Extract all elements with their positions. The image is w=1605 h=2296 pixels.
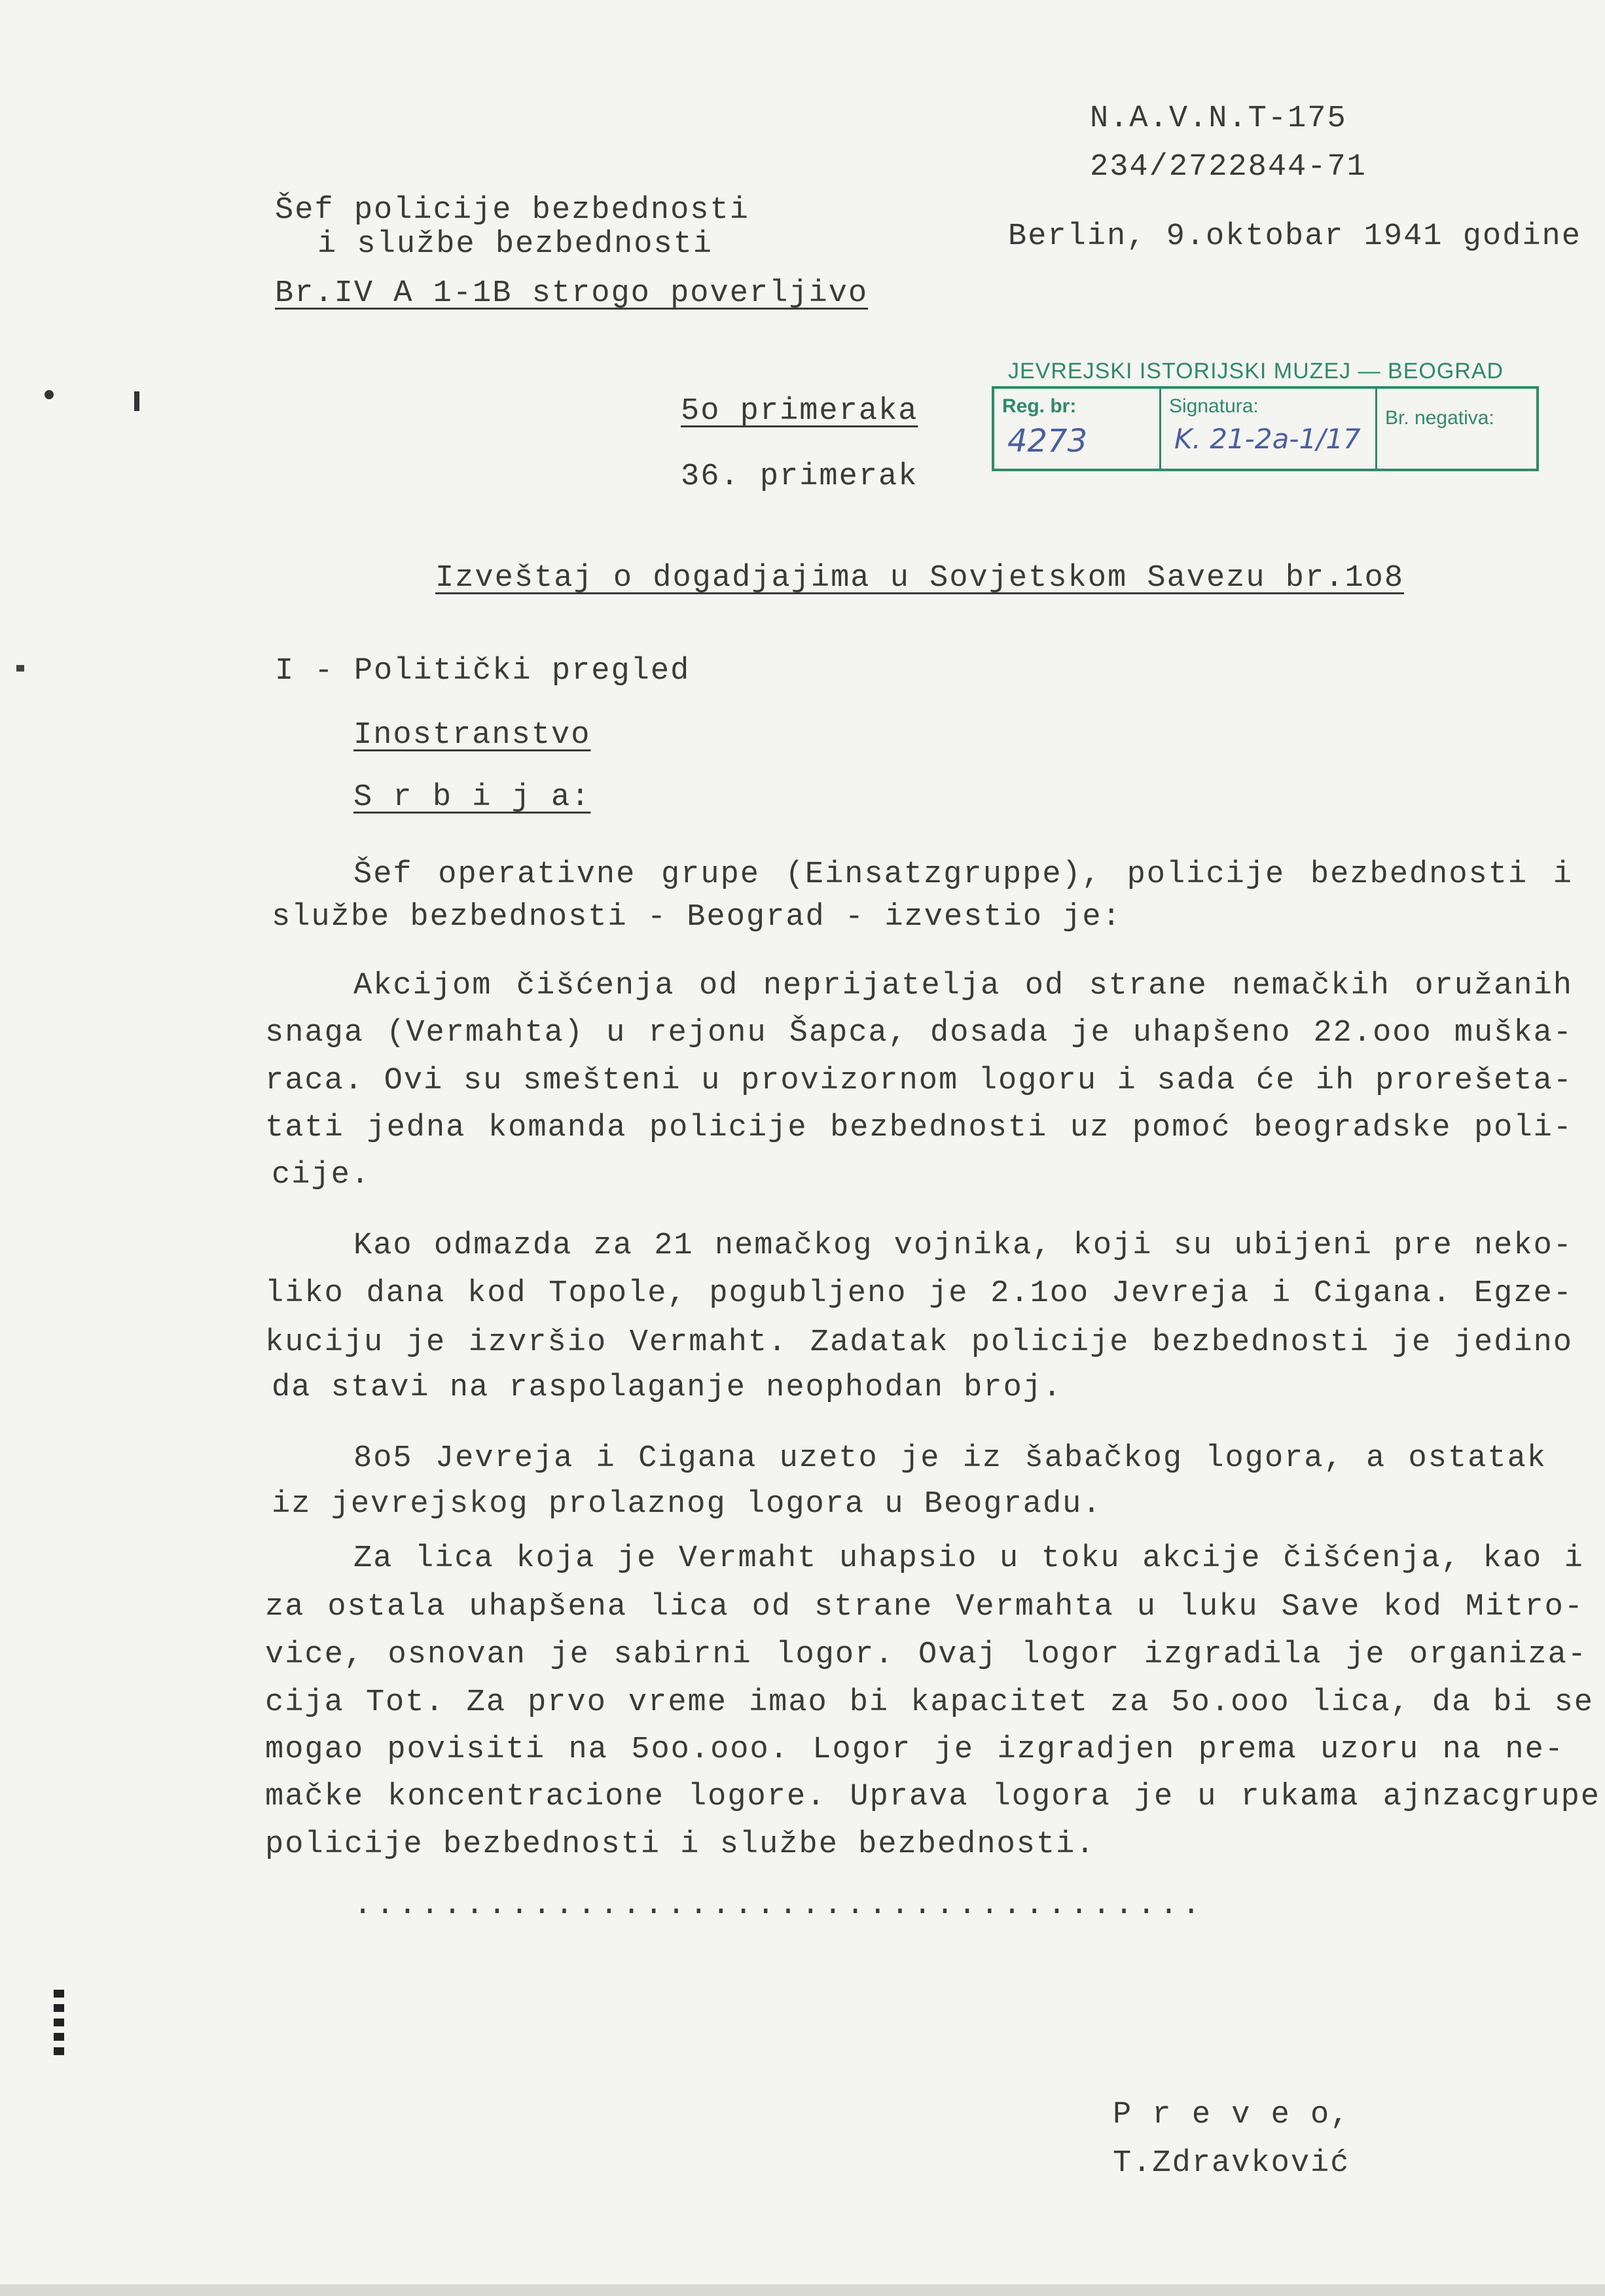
body-line: snaga (Vermahta) u rejonu Šapca, dosada je uhapšeno 22.ooo muška- [265,1016,1573,1050]
body-line: službe bezbednosti - Beograd - izvestio je: [272,900,1122,935]
body-line: Kao odmazda za 21 nemačkog vojnika, koji su ubijeni pre neko- [353,1229,1573,1263]
body-line: za ostala uhapšena lica od strane Vermahta u luku Save kod Mitro- [265,1590,1584,1624]
section-heading-text: I - Politički pregled [275,654,691,689]
sender-line-1: Šef policije bezbednosti [275,193,749,228]
scan-mark [45,390,54,399]
body-line: Šef operativne grupe (Einsatzgruppe), policije bezbednosti i [353,857,1573,892]
body-line: Akcijom čišćenja od neprijatelja od strane nemačkih oružanih [353,969,1573,1003]
stamp-reg-label: Reg. br: [1002,395,1077,417]
body-line: cija Tot. Za prvo vreme imao bi kapacitet za 5o.ooo lica, da bi se [265,1685,1594,1720]
stamp-signatura-value: K. 21-2a-1/17 [1174,423,1361,455]
body-line: cije. [272,1158,371,1193]
body-line: Za lica koja je Vermaht uhapsio u toku akcije čišćenja, kao i [353,1541,1584,1576]
scan-mark [134,391,139,411]
copy-number: 36. primerak [681,459,918,494]
date-line: Berlin, 9.oktobar 1941 godine [1008,219,1581,254]
stamp-signatura-cell [1161,389,1377,469]
archive-ref-2: 234/2722844-71 [1090,150,1367,185]
section-heading [275,656,690,687]
sender-line-2: i službe bezbednosti [317,227,713,262]
reference-number: Br.IV A 1-1B strogo poverljivo [275,276,869,311]
country-heading: S r b i j a: [353,780,591,815]
body-line: liko dana kod Topole, pogubljeno je 2.1oo Jevreja i Cigana. Egze- [265,1276,1573,1311]
translator-name: T.Zdravković [1113,2146,1350,2181]
body-line: mogao povisiti na 5oo.ooo. Logor je izgradjen prema uzoru na ne- [265,1732,1564,1767]
stamp-box [992,386,1539,471]
scan-mark [54,1990,64,2055]
body-line: da stavi na raspolaganje neophodan broj. [272,1371,1063,1405]
scan-bottom-edge [0,2284,1605,2296]
body-line: kuciju je izvršio Vermaht. Zadatak policije bezbednosti je jedino [265,1325,1573,1360]
subsection-heading: Inostranstvo [353,718,591,753]
stamp-reg-cell [994,389,1161,469]
archive-ref-1: N.A.V.N.T-175 [1090,101,1347,136]
document-title: Izveštaj o dogadjajima u Sovjetskom Savezu br.1o8 [435,561,1405,596]
stamp-negativ-label: Br. negativa: [1385,407,1494,429]
copies-total: 5o primeraka [681,394,918,429]
stamp-negativ-cell [1377,389,1538,469]
ellipsis-line: ...................................... [353,1888,1204,1923]
translated-by: P r e v e o, [1113,2098,1350,2132]
body-line: vice, osnovan je sabirni logor. Ovaj logor izgradila je organiza- [265,1638,1587,1672]
stamp-reg-value: 4273 [1007,423,1088,459]
museum-stamp [992,359,1542,475]
body-line: raca. Ovi su smešteni u provizornom logoru i sada će ih prorešeta- [265,1064,1573,1098]
stamp-institution: JEVREJSKI ISTORIJSKI MUZEJ — BEOGRAD [1008,359,1504,384]
body-line: tati jedna komanda policije bezbednosti uz pomoć beogradske poli- [265,1111,1573,1145]
scan-mark [16,665,24,672]
stamp-signatura-label: Signatura: [1169,395,1259,417]
body-line: policije bezbednosti i službe bezbednosti. [265,1827,1096,1862]
body-line: iz jevrejskog prolaznog logora u Beogradu. [272,1487,1102,1522]
body-line: 8o5 Jevreja i Cigana uzeto je iz šabačkog logora, a ostatak [353,1441,1547,1476]
body-line: mačke koncentracione logore. Uprava logora je u rukama ajnzacgrupe [265,1780,1600,1814]
